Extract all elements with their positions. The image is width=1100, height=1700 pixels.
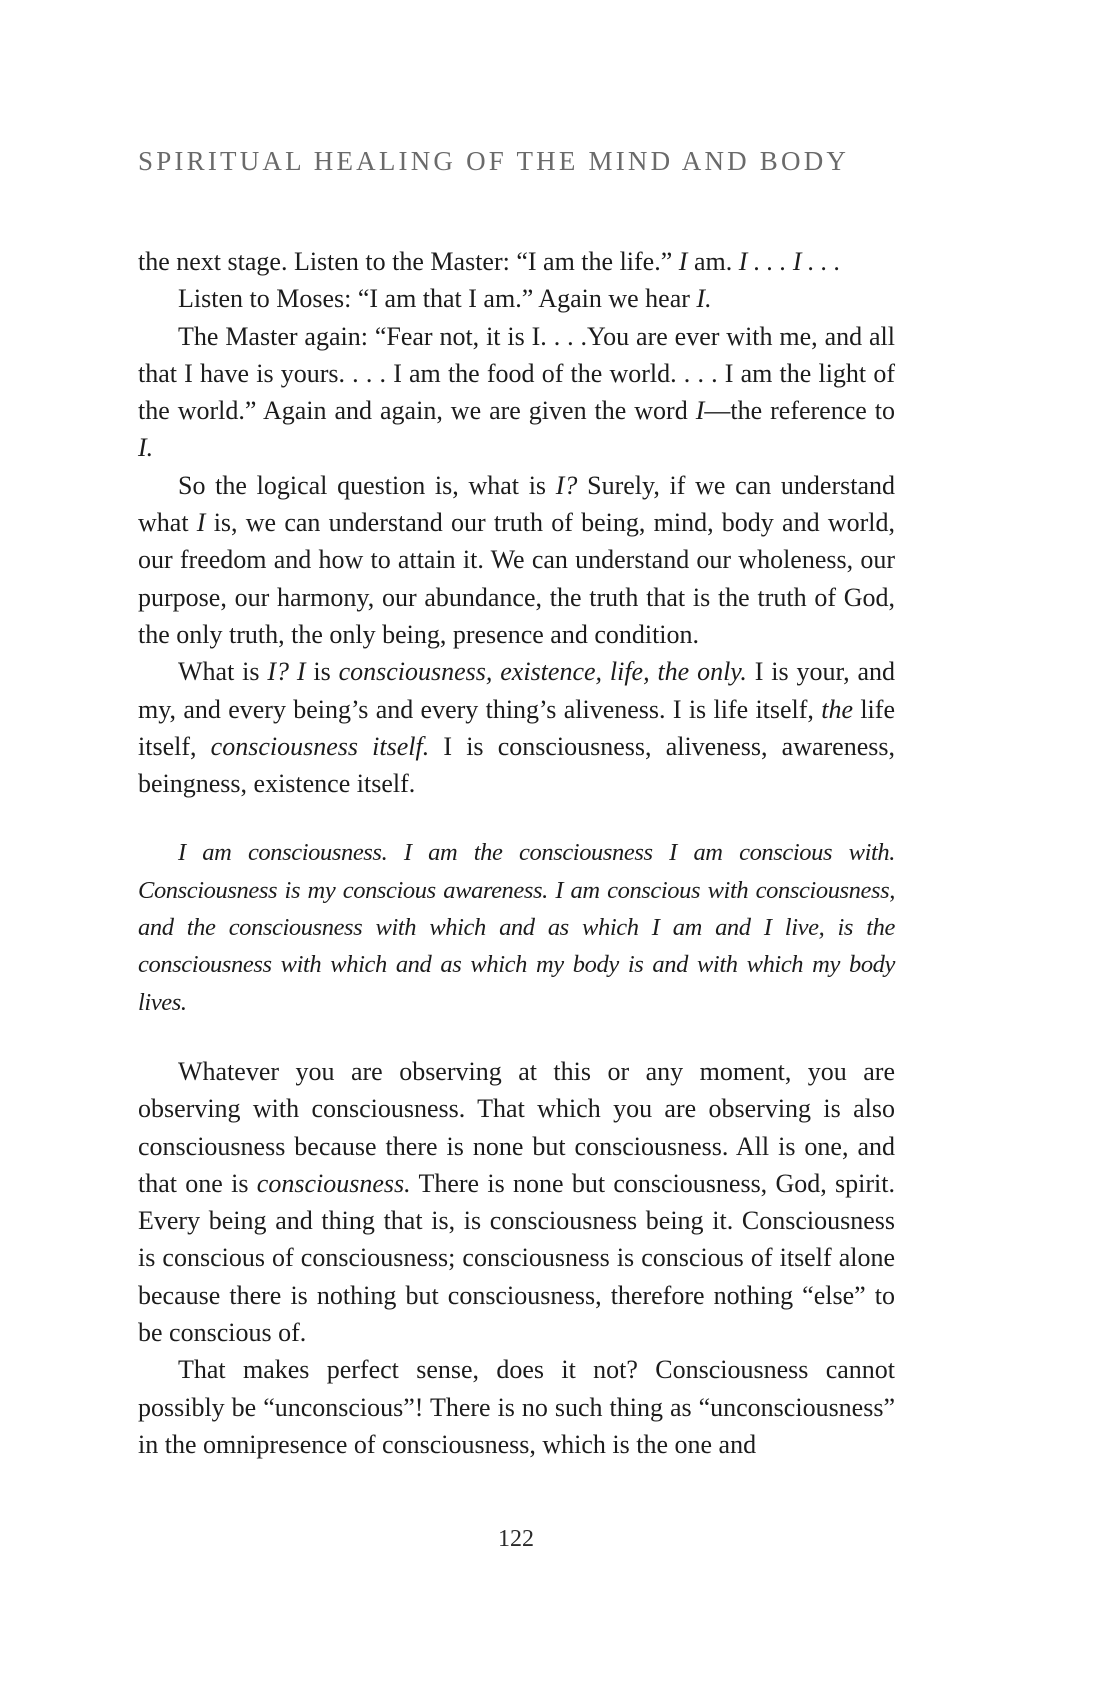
block-quote [138, 834, 895, 1020]
paragraph-what-is-i [138, 653, 895, 802]
italic-run: consciousness, existence, life, the only. [338, 657, 747, 687]
text-run: Whatever you are observing at this or any moment, you are observing with consciousness. That which you are observing is also consciousness because there is none but consciousness. All is one, and that one is [138, 1056, 895, 1198]
italic-run: consciousness. [256, 1168, 411, 1198]
text-run: is, we can understand our truth of being, mind, body and world, our freedom and how to attain it. We can understand our wholeness, our purpose, our harmony, our abundance, the truth that is the truth of God, the only truth, the only being, presence and condition. [138, 508, 895, 649]
text-run: the next stage. Listen to the Master: “I am the life.” [138, 247, 679, 276]
text-run: I am consciousness. I am the consciousness I am conscious with. Consciousness is my conscious awareness. I am conscious with consciousness, and the consciousness with which and as which I am and I live, is the consciousness with which and as which my body is and with which my body lives. [138, 839, 895, 1016]
italic-run: I. [138, 433, 154, 463]
text-run: The Master again: “Fear not, it is I. . . .You are ever with me, and all that I have is yours. . . . I am the food of the world. . . . I am the light of the world.” Again and again, we are given the word [138, 321, 895, 426]
italic-run: I . . . I . . . [738, 247, 841, 276]
text-run: There is none but consciousness, God, spirit. Every being and thing that is, is consciousness being it. Consciousness is conscious of consciousness; consciousness is conscious of itself alone because there is nothing but consciousness, therefore nothing “else” to be conscious of. [138, 1168, 896, 1348]
paragraph-moses [138, 280, 895, 317]
text-run: Listen to Moses: “I am that I am.” Again we hear [178, 284, 697, 314]
italic-run: I [678, 247, 688, 276]
text-run: What is [178, 657, 268, 687]
italic-run: I [196, 508, 206, 538]
text-run: is [305, 657, 339, 687]
text-run: Surely, if we can understand what [138, 470, 895, 538]
paragraph-observing [138, 1053, 895, 1351]
text-run: I is your, and my, and every being’s and every thing’s aliveness. I is life itself, [138, 657, 895, 724]
italic-run: I. [696, 284, 712, 314]
text-run: So the logical question is, what is [178, 470, 556, 500]
paragraph-continuation [138, 243, 895, 280]
text-run: life itself, [138, 694, 895, 761]
text-run: I is consciousness, aliveness, awareness, beingness, existence itself. [138, 731, 895, 799]
italic-run: I? [555, 470, 578, 500]
body-text [138, 243, 895, 1463]
paragraph-master-again [138, 318, 895, 467]
paragraph-logical-question [138, 467, 895, 653]
paragraph-perfect-sense [138, 1351, 895, 1463]
running-head: SPIRITUAL HEALING OF THE MIND AND BODY [138, 146, 850, 176]
text-run: That makes perfect sense, does it not? Consciousness cannot possibly be “unconscious”! There is no such thing as “unconsciousness” in the omnipresence of consciousness, which is the one and [138, 1355, 895, 1459]
italic-run: consciousness itself. [210, 731, 430, 761]
text-run: am. [687, 247, 739, 276]
italic-run: I? I [267, 657, 306, 687]
italic-run: the [821, 694, 854, 724]
italic-run: I [695, 396, 705, 426]
page-number: 122 [498, 1526, 534, 1552]
text-run: —the reference to [704, 396, 895, 426]
